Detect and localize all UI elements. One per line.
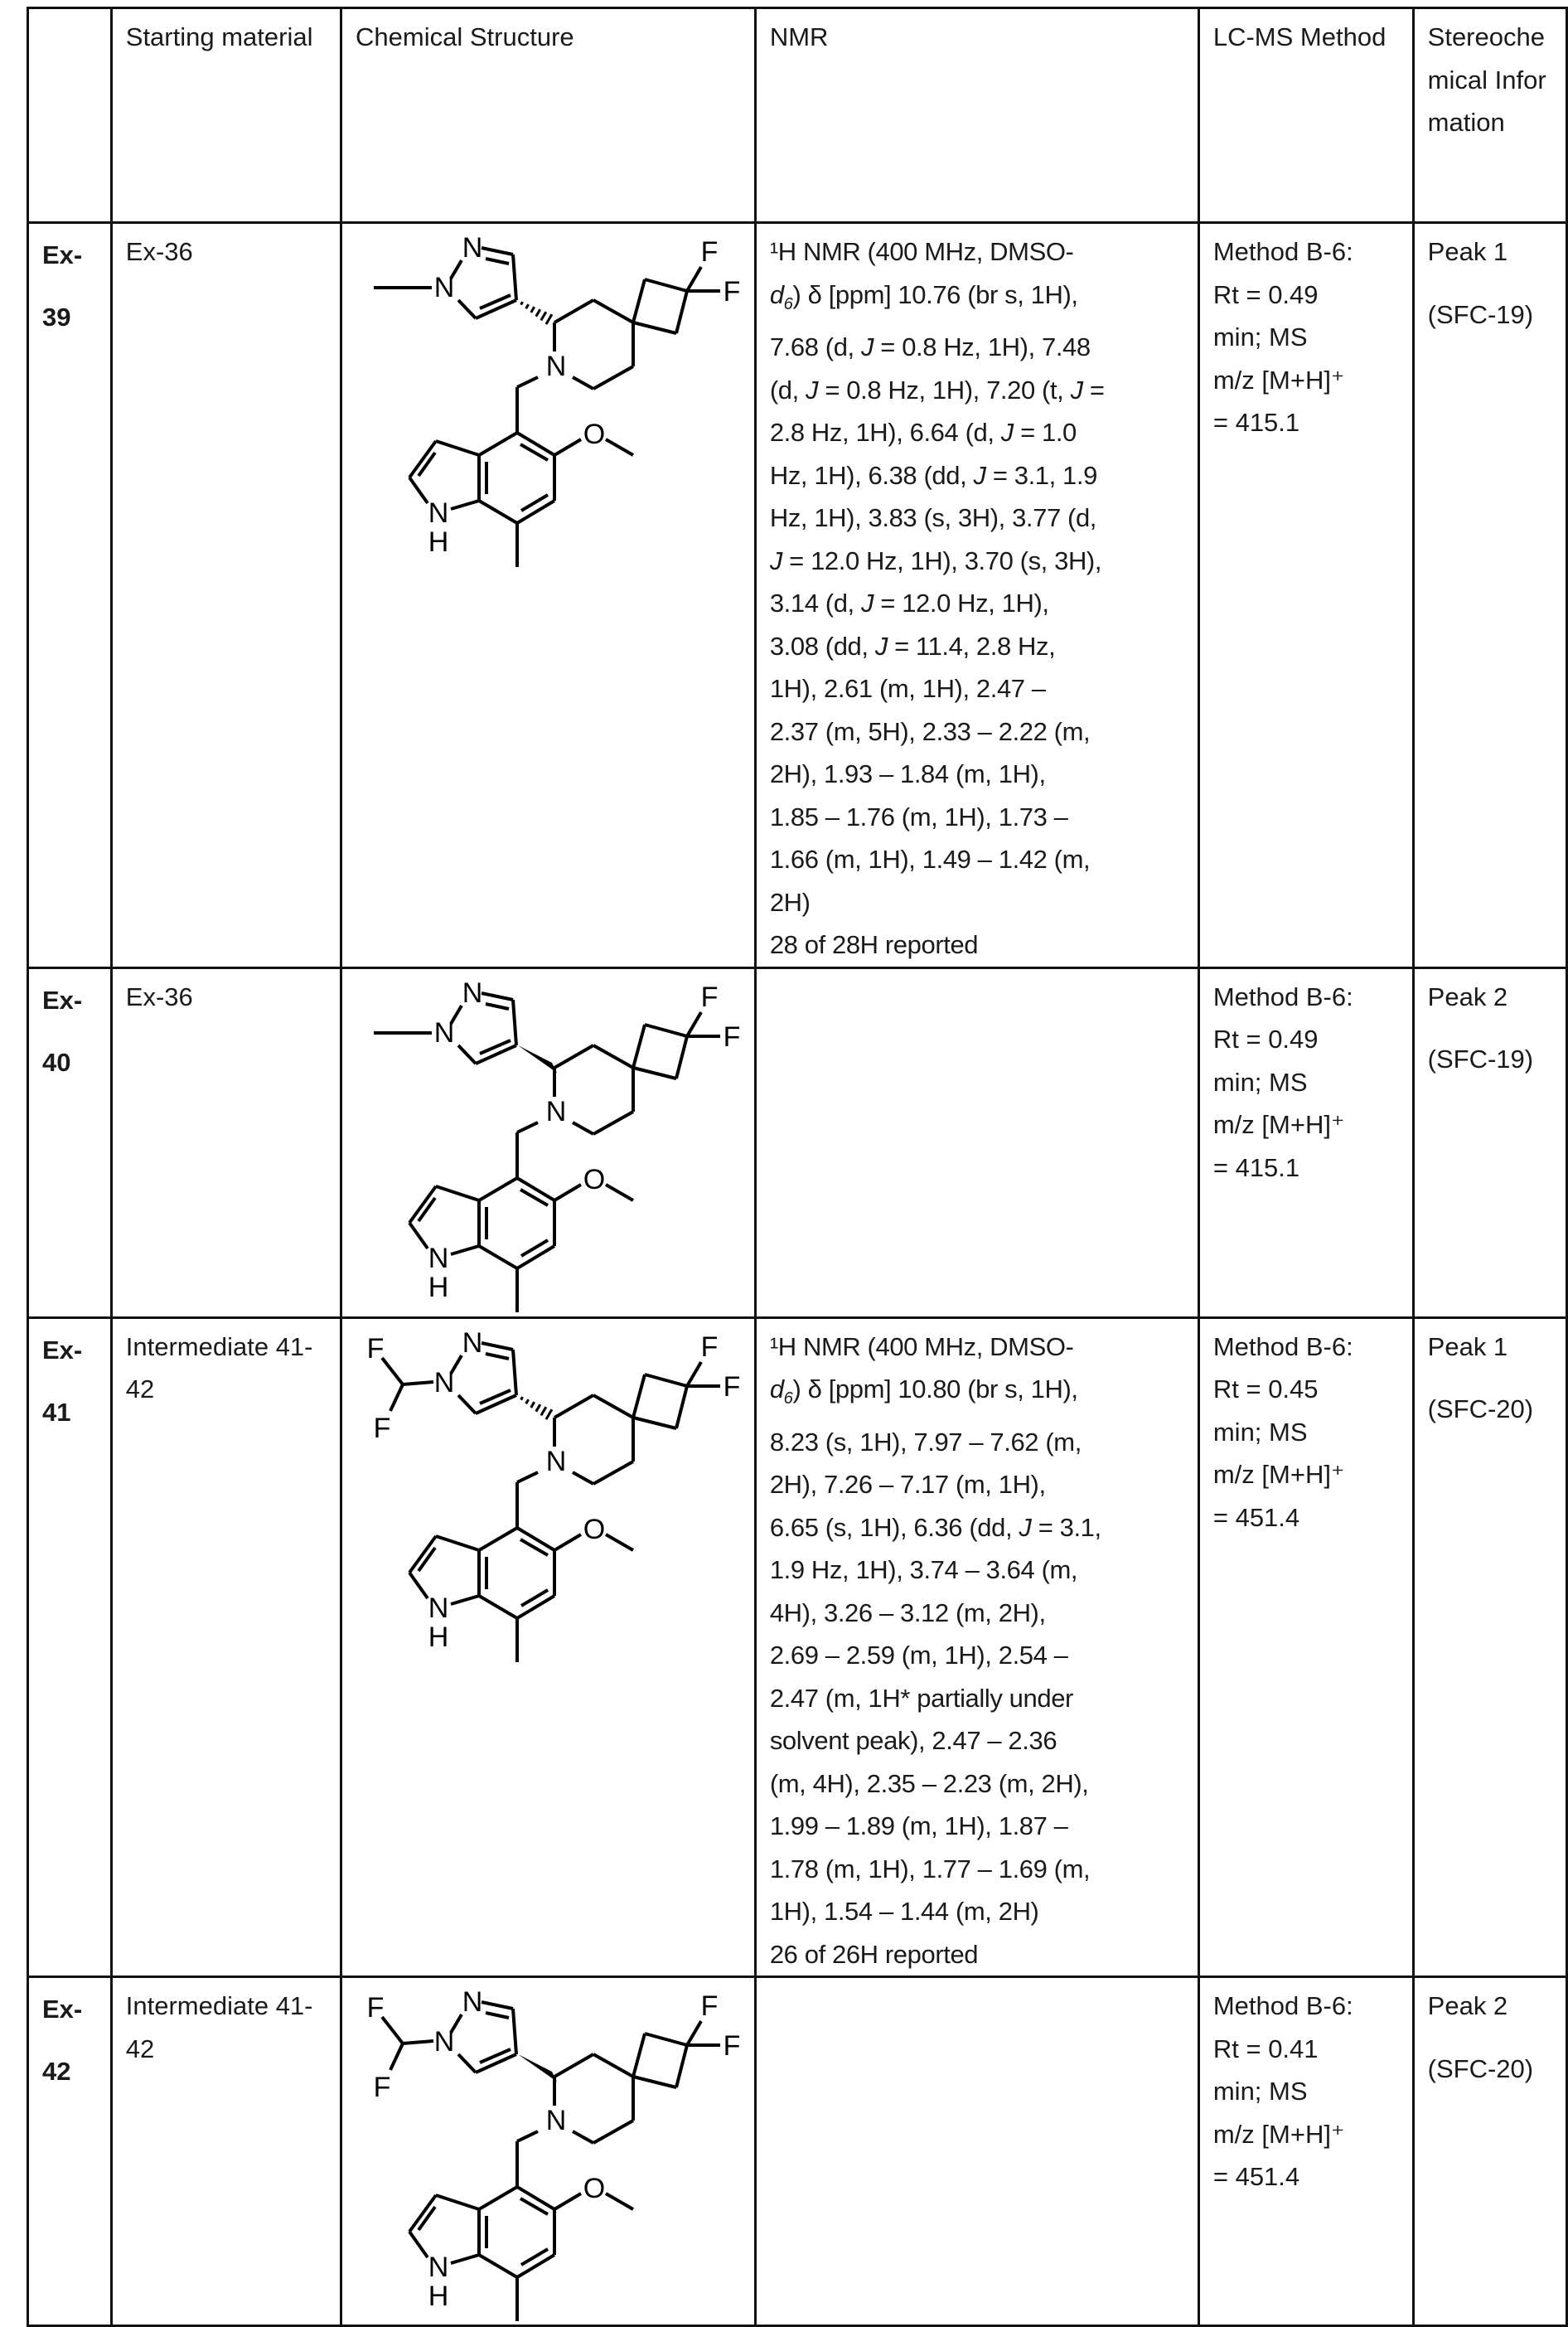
nmr-line: 2H)	[770, 881, 1189, 924]
bond	[409, 1573, 428, 1598]
nmr-line: 2.37 (m, 5H), 2.33 – 2.22 (m,	[770, 710, 1189, 754]
bond	[573, 2131, 593, 2143]
bond	[554, 2054, 593, 2077]
atom-label-f2: F	[724, 276, 741, 308]
atom-label-pz_n1: N	[434, 1367, 455, 1399]
atom-label-o: O	[583, 1514, 605, 1545]
bond	[633, 1068, 676, 1079]
hash-bond	[541, 1407, 546, 1415]
atom-label-f2: F	[724, 2030, 741, 2062]
nmr-line: d6) δ [ppm] 10.76 (br s, 1H),	[770, 274, 1189, 327]
atom-label-chf2_f1: F	[367, 1333, 385, 1365]
atom-label-pz_n2: N	[462, 1327, 483, 1359]
stereochemical-information	[1413, 967, 1566, 1317]
lcms-line: min; MS	[1213, 1061, 1404, 1104]
nmr-data	[755, 967, 1198, 1317]
bond	[436, 2195, 479, 2209]
bond	[479, 1246, 517, 1268]
hash-bond	[531, 1402, 535, 1408]
bond	[676, 291, 687, 333]
bond	[676, 1036, 687, 1079]
bond	[633, 1374, 645, 1418]
nmr-line: J = 12.0 Hz, 1H), 3.70 (s, 3H),	[770, 540, 1189, 583]
wedge-bond	[518, 2054, 557, 2082]
bond	[479, 1596, 517, 1618]
sfc-method: (SFC-19)	[1428, 293, 1557, 337]
atom-label-pip_n: N	[546, 351, 567, 382]
hash-bond	[521, 302, 523, 304]
examples-table	[27, 7, 1568, 2327]
lcms-line: Method B-6:	[1213, 1985, 1404, 2028]
atom-label-pip_n: N	[546, 1446, 567, 1477]
nmr-line: 1.85 – 1.76 (m, 1H), 1.73 –	[770, 796, 1189, 839]
chemical-structure	[341, 1977, 756, 2326]
atom-label-o: O	[583, 419, 605, 450]
bond	[573, 1122, 593, 1134]
bond	[482, 2002, 513, 2009]
bond	[645, 1374, 687, 1386]
peak-label: Peak 1	[1428, 1332, 1508, 1361]
bond	[520, 444, 548, 460]
bond	[513, 1000, 516, 1045]
bond	[436, 1536, 479, 1550]
header-lcms-method: LC-MS Method	[1198, 8, 1413, 223]
chemical-structure	[341, 223, 756, 968]
bond	[458, 2054, 476, 2072]
chemical-structure-drawing	[349, 227, 747, 575]
atom-label-chf2_f2: F	[374, 1413, 391, 1444]
nmr-line: 28 of 28H reported	[770, 924, 1189, 967]
bond	[390, 1384, 403, 1411]
nmr-line: 1.78 (m, 1H), 1.77 – 1.69 (m,	[770, 1848, 1189, 1891]
nmr-line: Hz, 1H), 6.38 (dd, J = 3.1, 1.9	[770, 454, 1189, 497]
nmr-line: (m, 4H), 2.35 – 2.23 (m, 2H),	[770, 1762, 1189, 1806]
bond	[517, 1596, 554, 1618]
bond	[645, 279, 687, 291]
lcms-line: min; MS	[1213, 316, 1404, 359]
bond	[517, 2255, 554, 2277]
bond	[593, 1045, 633, 1068]
bond	[633, 1418, 676, 1428]
atom-label-f2: F	[724, 1021, 741, 1053]
bond	[593, 300, 633, 322]
table-row	[28, 223, 1567, 968]
atom-label-chf2_f2: F	[374, 2072, 391, 2103]
starting-material: Intermediate 41-42	[111, 1317, 341, 1977]
nmr-line: Hz, 1H), 3.83 (s, 3H), 3.77 (d,	[770, 497, 1189, 540]
lcms-method	[1198, 1977, 1413, 2326]
atom-label-f1: F	[701, 236, 719, 268]
nmr-data	[755, 1317, 1198, 1977]
nmr-line: 2.47 (m, 1H* partially under	[770, 1677, 1189, 1720]
hash-bond	[536, 1404, 540, 1412]
bond	[517, 377, 538, 387]
example-id: Ex-41	[28, 1317, 112, 1977]
peak-label: Peak 2	[1428, 982, 1508, 1011]
bond	[573, 1472, 593, 1484]
bond	[676, 2045, 687, 2087]
atom-label-nh_h: H	[428, 1622, 449, 1653]
bond	[593, 2121, 633, 2143]
atom-label-nh_n: N	[428, 1243, 449, 1274]
bond	[593, 1395, 633, 1418]
bond	[403, 1382, 433, 1384]
atom-label-pz_n1: N	[434, 1017, 455, 1049]
bond	[451, 501, 479, 509]
stereochemical-information	[1413, 1977, 1566, 2326]
lcms-line: m/z [M+H]⁺	[1213, 2113, 1404, 2156]
atom-label-pz_n2: N	[462, 977, 483, 1009]
header-chemical-structure: Chemical Structure	[341, 8, 756, 223]
atom-label-f2: F	[724, 1371, 741, 1403]
chemical-structure	[341, 967, 756, 1317]
hash-bond	[546, 1409, 552, 1419]
lcms-line: = 451.4	[1213, 1496, 1404, 1539]
bond	[479, 1178, 517, 1200]
lcms-line: min; MS	[1213, 2070, 1404, 2113]
bond	[403, 2041, 433, 2043]
table-row	[28, 1977, 1567, 2326]
bond	[554, 1185, 581, 1200]
bond	[593, 1462, 633, 1484]
bond	[633, 1025, 645, 1068]
bond	[687, 267, 701, 291]
lcms-method	[1198, 967, 1413, 1317]
peak-label: Peak 2	[1428, 1991, 1508, 2020]
nmr-line: 2H), 7.26 – 7.17 (m, 1H),	[770, 1463, 1189, 1506]
wedge-bond	[518, 1045, 557, 1073]
header-example	[28, 8, 112, 223]
chemical-structure-drawing	[349, 1322, 747, 1670]
nmr-data	[755, 223, 1198, 968]
atom-label-pz_n1: N	[434, 272, 455, 303]
bond	[645, 2034, 687, 2045]
chemical-structure	[341, 1317, 756, 1977]
bond	[687, 1012, 701, 1036]
atom-label-chf2_f1: F	[367, 1992, 385, 2024]
atom-label-pz_n2: N	[462, 232, 483, 264]
bond	[554, 1045, 593, 1068]
atom-label-nh_h: H	[428, 1272, 449, 1303]
bond	[479, 433, 517, 455]
bond	[458, 300, 476, 318]
chemical-structure-drawing	[349, 1981, 747, 2326]
bond	[633, 2077, 676, 2087]
sfc-method: (SFC-19)	[1428, 1038, 1557, 1081]
chemical-structure-drawing	[349, 972, 747, 1318]
bond	[676, 1386, 687, 1428]
hash-bond	[546, 314, 552, 324]
bond	[517, 1122, 538, 1132]
lcms-line: Rt = 0.45	[1213, 1368, 1404, 1411]
lcms-line: Method B-6:	[1213, 230, 1404, 274]
bond	[479, 1528, 517, 1550]
bond	[517, 2131, 538, 2141]
bond	[554, 439, 581, 455]
peak-label: Peak 1	[1428, 237, 1508, 266]
atom-label-f1: F	[701, 1331, 719, 1363]
atom-label-o: O	[583, 2173, 605, 2204]
bond	[513, 2009, 516, 2054]
bond	[517, 1472, 538, 1482]
bond	[486, 1004, 509, 1009]
atom-label-f1: F	[701, 1990, 719, 2022]
bond	[606, 2194, 633, 2209]
atom-label-nh_n: N	[428, 1593, 449, 1624]
atom-label-pz_n1: N	[434, 2026, 455, 2058]
bond	[486, 1354, 509, 1359]
bond	[458, 1395, 476, 1413]
nmr-line: 1.9 Hz, 1H), 3.74 – 3.64 (m,	[770, 1549, 1189, 1592]
bond	[479, 2255, 517, 2277]
starting-material: Intermediate 41-42	[111, 1977, 341, 2326]
bond	[451, 2255, 479, 2263]
header-stereochemical-information: Stereochemical Information	[1413, 8, 1566, 223]
bond	[645, 1025, 687, 1036]
lcms-line: Method B-6:	[1213, 976, 1404, 1019]
sfc-method: (SFC-20)	[1428, 1388, 1557, 1431]
example-id: Ex-40	[28, 967, 112, 1317]
lcms-line: m/z [M+H]⁺	[1213, 1103, 1404, 1147]
nmr-line: 2H), 1.93 – 1.84 (m, 1H),	[770, 753, 1189, 796]
starting-material: Ex-36	[111, 967, 341, 1317]
bond	[606, 439, 633, 455]
lcms-line: min; MS	[1213, 1411, 1404, 1454]
lcms-method	[1198, 1317, 1413, 1977]
lcms-line: = 415.1	[1213, 401, 1404, 444]
bond	[554, 2194, 581, 2209]
bond	[436, 1186, 479, 1200]
bond	[482, 1343, 513, 1350]
header-nmr: NMR	[755, 8, 1198, 223]
bond	[633, 2034, 645, 2077]
bond	[606, 1534, 633, 1550]
atom-label-nh_n: N	[428, 2252, 449, 2283]
bond	[573, 377, 593, 389]
bond	[458, 1045, 476, 1064]
lcms-line: m/z [M+H]⁺	[1213, 1453, 1404, 1496]
atom-label-pz_n2: N	[462, 1986, 483, 2018]
nmr-line: 1H), 2.61 (m, 1H), 2.47 –	[770, 667, 1189, 710]
example-id: Ex-39	[28, 223, 112, 968]
bond	[687, 1362, 701, 1386]
sfc-method: (SFC-20)	[1428, 2048, 1557, 2091]
bond	[451, 1246, 479, 1254]
bond	[436, 441, 479, 455]
nmr-line: 8.23 (s, 1H), 7.97 – 7.62 (m,	[770, 1421, 1189, 1464]
lcms-line: Method B-6:	[1213, 1326, 1404, 1369]
atom-label-nh_h: H	[428, 2281, 449, 2312]
hash-bond	[536, 309, 540, 317]
bond	[409, 2232, 428, 2257]
bond	[593, 366, 633, 389]
lcms-line: m/z [M+H]⁺	[1213, 359, 1404, 402]
nmr-line: d6) δ [ppm] 10.80 (br s, 1H),	[770, 1368, 1189, 1421]
bond	[554, 1534, 581, 1550]
bond	[409, 1223, 428, 1248]
hash-bond	[541, 312, 546, 320]
bond	[451, 1596, 479, 1604]
nmr-line: ¹H NMR (400 MHz, DMSO-	[770, 230, 1189, 274]
bond	[687, 2021, 701, 2045]
bond	[554, 1395, 593, 1418]
bond	[633, 322, 676, 333]
hash-bond	[526, 304, 529, 308]
lcms-line: Rt = 0.49	[1213, 274, 1404, 317]
atom-label-f1: F	[701, 982, 719, 1013]
nmr-line: 1H), 1.54 – 1.44 (m, 2H)	[770, 1890, 1189, 1933]
nmr-line: solvent peak), 2.47 – 2.36	[770, 1719, 1189, 1762]
lcms-method	[1198, 223, 1413, 968]
hash-bond	[521, 1397, 523, 1399]
atom-label-nh_h: H	[428, 526, 449, 558]
bond	[517, 501, 554, 523]
bond	[606, 1185, 633, 1200]
bond	[409, 478, 428, 503]
nmr-line: 26 of 26H reported	[770, 1933, 1189, 1976]
bond	[517, 1246, 554, 1268]
nmr-line: 2.8 Hz, 1H), 6.64 (d, J = 1.0	[770, 411, 1189, 454]
example-id: Ex-42	[28, 1977, 112, 2326]
atom-label-pip_n: N	[546, 2105, 567, 2136]
header-starting-material: Starting material	[111, 8, 341, 223]
lcms-line: = 451.4	[1213, 2155, 1404, 2199]
bond	[486, 259, 509, 264]
atom-label-o: O	[583, 1164, 605, 1195]
bond	[554, 300, 593, 322]
stereochemical-information	[1413, 1317, 1566, 1977]
bond	[513, 255, 516, 300]
starting-material: Ex-36	[111, 223, 341, 968]
nmr-line: 3.14 (d, J = 12.0 Hz, 1H),	[770, 582, 1189, 625]
bond	[390, 2043, 403, 2070]
hash-bond	[531, 307, 535, 313]
nmr-data	[755, 1977, 1198, 2326]
nmr-line: 4H), 3.26 – 3.12 (m, 2H),	[770, 1592, 1189, 1635]
bond	[482, 248, 513, 255]
lcms-line: = 415.1	[1213, 1147, 1404, 1190]
table-row	[28, 1317, 1567, 1977]
bond	[633, 279, 645, 322]
bond	[486, 2013, 509, 2018]
bond	[520, 1539, 548, 1555]
nmr-line: 6.65 (s, 1H), 6.36 (dd, J = 3.1,	[770, 1506, 1189, 1549]
atom-label-nh_n: N	[428, 497, 449, 529]
stereochemical-information	[1413, 223, 1566, 968]
nmr-line: 1.99 – 1.89 (m, 1H), 1.87 –	[770, 1805, 1189, 1848]
table-row	[28, 967, 1567, 1317]
bond	[520, 1190, 548, 1205]
nmr-line: 2.69 – 2.59 (m, 1H), 2.54 –	[770, 1634, 1189, 1677]
nmr-line: (d, J = 0.8 Hz, 1H), 7.20 (t, J =	[770, 369, 1189, 412]
bond	[593, 1112, 633, 1134]
bond	[479, 2187, 517, 2209]
header-row	[28, 8, 1567, 223]
atom-label-pip_n: N	[546, 1096, 567, 1127]
lcms-line: Rt = 0.41	[1213, 2028, 1404, 2071]
nmr-line: 7.68 (d, J = 0.8 Hz, 1H), 7.48	[770, 326, 1189, 369]
bond	[482, 993, 513, 1000]
bond	[382, 2017, 403, 2043]
bond	[593, 2054, 633, 2077]
nmr-line: 1.66 (m, 1H), 1.49 – 1.42 (m,	[770, 838, 1189, 881]
bond	[520, 2199, 548, 2214]
nmr-line: 3.08 (dd, J = 11.4, 2.8 Hz,	[770, 625, 1189, 668]
nmr-line: ¹H NMR (400 MHz, DMSO-	[770, 1326, 1189, 1369]
lcms-line: Rt = 0.49	[1213, 1018, 1404, 1061]
bond	[479, 501, 517, 523]
bond	[382, 1358, 403, 1384]
hash-bond	[526, 1399, 529, 1403]
bond	[513, 1350, 516, 1395]
